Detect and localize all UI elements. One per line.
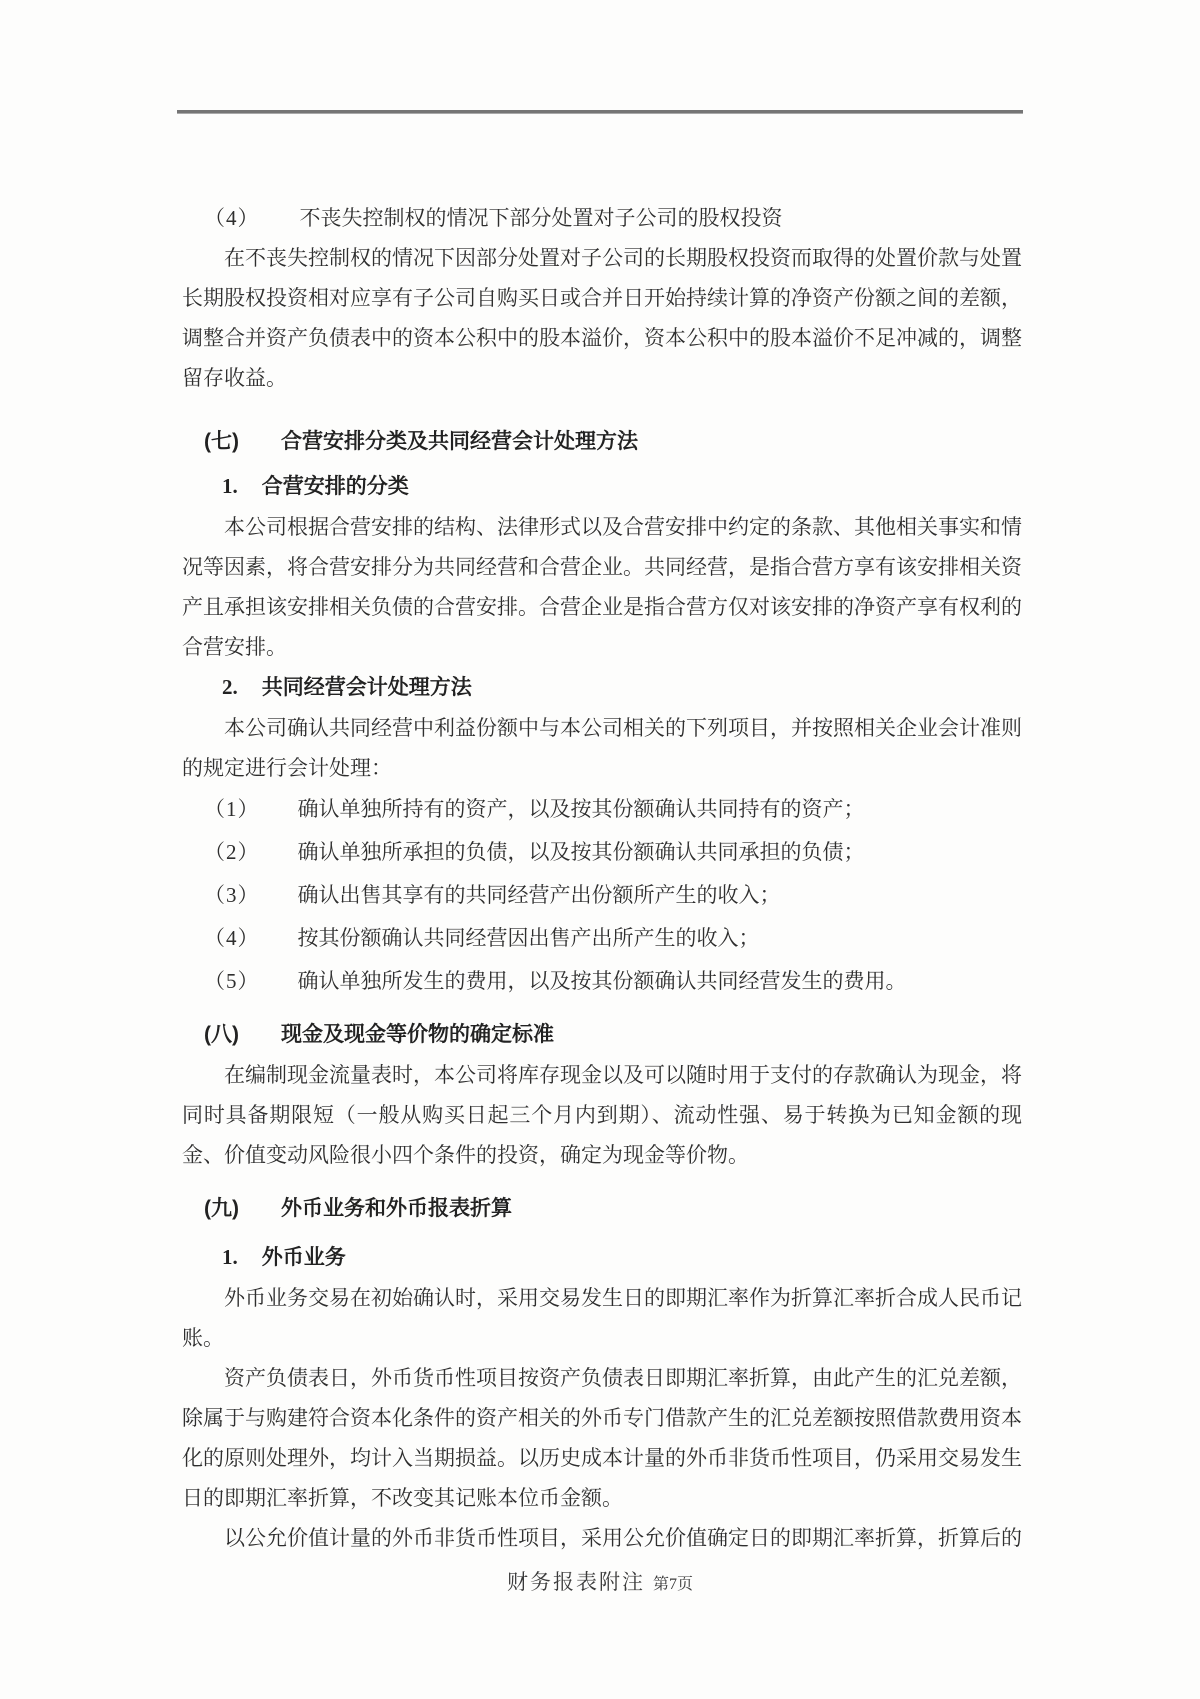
list-item-number: （2） (204, 840, 260, 864)
list-item-text: 按其份额确认共同经营因出售产出所产生的收入； (297, 926, 760, 950)
section-number: (九) (204, 1197, 239, 1220)
bold-subheading (182, 466, 1022, 507)
list-item-text: 确认出售其享有的共同经营产出份额所产生的收入； (297, 883, 781, 907)
footer-title: 财务报表附注 (506, 1570, 645, 1594)
paragraph-text: 本公司确认共同经营中利益份额中与本公司相关的下列项目，并按照相关企业会计准则的规定进行会计处理： (182, 716, 1022, 780)
subheading-title: 合营安排的分类 (261, 475, 409, 498)
paragraph-text: 外币业务交易在初始确认时，采用交易发生日的即期汇率作为折算汇率折合成人民币记账。 (182, 1286, 1022, 1350)
bold-subheading (182, 667, 1022, 708)
section-number: (七) (204, 430, 239, 453)
list-item-number: （1） (204, 797, 260, 821)
section-title: 外币业务和外币报表折算 (281, 1197, 512, 1220)
body-paragraph (182, 1518, 1022, 1558)
page-footer (0, 1566, 1200, 1596)
list-item (182, 874, 1022, 917)
body-paragraph (182, 1358, 1022, 1518)
subheading-title: 共同经营会计处理方法 (261, 676, 472, 699)
subheading-number: （4） (204, 206, 260, 230)
body-paragraph (182, 507, 1022, 667)
footer-page-number: 第7页 (652, 1576, 693, 1593)
list-item-text: 确认单独所承担的负债，以及按其份额确认共同承担的负债； (297, 840, 865, 864)
paragraph-text: 以公允价值计量的外币非货币性项目，采用公允价值确定日的即期汇率折算，折算后的 (224, 1526, 1022, 1550)
header-rule (177, 110, 1023, 114)
list-item (182, 788, 1022, 831)
document-body (182, 198, 1022, 1558)
subheading-number: 1. (222, 1245, 238, 1269)
paragraph-text: 资产负债表日，外币货币性项目按资产负债表日即期汇率折算，由此产生的汇兑差额，除属于与购建符合资本化条件的资产相关的外币专门借款产生的汇兑差额按照借款费用资本化的原则处理外，均计入当期损益。以历史成本计量的外币非货币性项目，仍采用交易发生日的即期汇率折算，不改变其记账本位币金额。 (182, 1366, 1022, 1510)
section-heading (182, 422, 1022, 462)
subheading-number: 2. (222, 675, 238, 699)
subheading-number: 1. (222, 474, 238, 498)
list-item (182, 917, 1022, 960)
section-number: (八) (204, 1023, 239, 1046)
paragraph-text: 在编制现金流量表时，本公司将库存现金以及可以随时用于支付的存款确认为现金，将同时具备期限短（一般从购买日起三个月内到期）、流动性强、易于转换为已知金额的现金、价值变动风险很小四个条件的投资，确定为现金等价物。 (182, 1063, 1022, 1167)
section-heading (182, 1015, 1022, 1055)
list-item (182, 831, 1022, 874)
list-item-text: 确认单独所发生的费用，以及按其份额确认共同经营发生的费用。 (297, 969, 907, 993)
numbered-subheading (182, 198, 1022, 238)
body-paragraph (182, 1055, 1022, 1175)
paragraph-text: 本公司根据合营安排的结构、法律形式以及合营安排中约定的条款、其他相关事实和情况等因素，将合营安排分为共同经营和合营企业。共同经营，是指合营方享有该安排相关资产且承担该安排相关负债的合营安排。合营企业是指合营方仅对该安排的净资产享有权利的合营安排。 (182, 515, 1022, 659)
section-title: 现金及现金等价物的确定标准 (281, 1023, 554, 1046)
subheading-title: 不丧失控制权的情况下部分处置对子公司的股权投资 (299, 206, 783, 230)
list-item-number: （5） (204, 969, 260, 993)
body-paragraph (182, 708, 1022, 788)
bold-subheading (182, 1237, 1022, 1278)
section-heading (182, 1189, 1022, 1229)
paragraph-text: 在不丧失控制权的情况下因部分处置对子公司的长期股权投资而取得的处置价款与处置长期股权投资相对应享有子公司自购买日或合并日开始持续计算的净资产份额之间的差额，调整合并资产负债表中的资本公积中的股本溢价，资本公积中的股本溢价不足冲减的，调整留存收益。 (182, 246, 1022, 390)
list-item (182, 960, 1022, 1003)
list-item-number: （3） (204, 883, 260, 907)
body-paragraph (182, 1278, 1022, 1358)
list-item-text: 确认单独所持有的资产，以及按其份额确认共同持有的资产； (297, 797, 865, 821)
subheading-title: 外币业务 (261, 1246, 346, 1269)
section-title: 合营安排分类及共同经营会计处理方法 (281, 430, 638, 453)
list-item-number: （4） (204, 926, 260, 950)
body-paragraph (182, 238, 1022, 398)
